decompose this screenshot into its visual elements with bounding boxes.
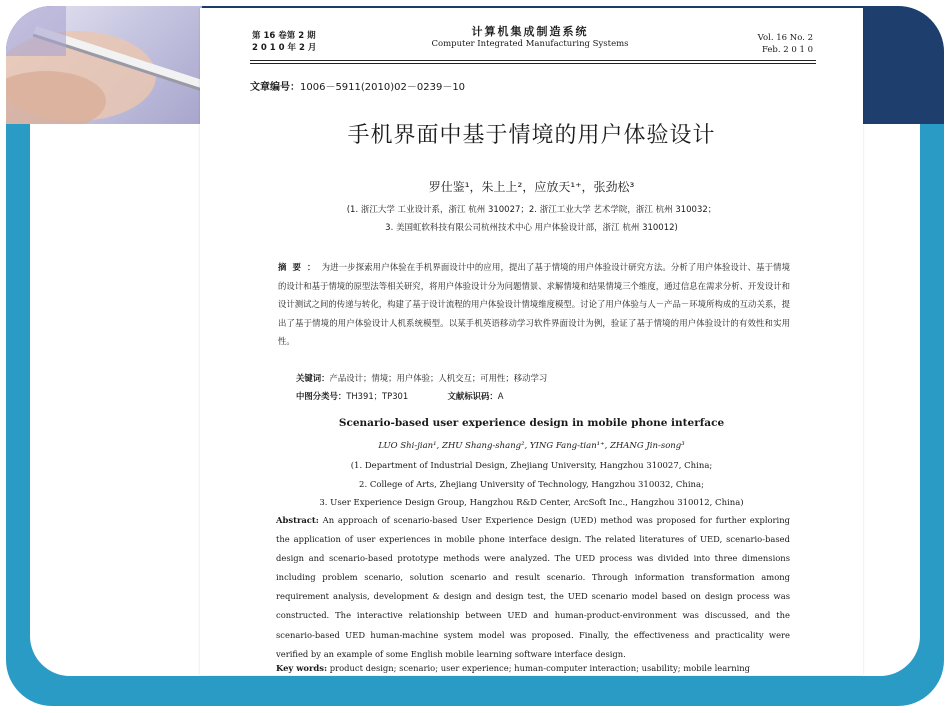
date-cn: 2 0 1 0 年 2 月 [252,43,317,53]
abstract-cn [278,258,790,351]
authors-en: LUO Shi-jian¹, ZHU Shang-shang², YING Fang-tian¹⁺, ZHANG Jin-song³ [378,441,685,451]
abstract-en [276,511,790,664]
keywords-en-text: product design; scenario; user experience; human-computer interaction; usability; mobile learning [329,663,751,673]
journal-name [420,26,640,50]
issue-info-en [758,32,813,56]
affiliation-en-line: 3. User Experience Design Group, Hangzhou R&D Center, ArcSoft Inc., Hangzhou 310012, China) [319,498,744,508]
keywords-cn-label: 关键词： [296,373,330,383]
keywords-cn-text: 产品设计；情境；用户体验；人机交互；可用性；移动学习 [329,373,548,383]
paper-title-en: Scenario-based user experience design in mobile phone interface [338,417,725,429]
journal-name-cn: 计算机集成制造系统 [471,25,589,38]
journal-name-en: Computer Integrated Manufacturing Systems [431,39,629,49]
volume-en: Vol. 16 No. 2 [757,33,813,43]
paper-title-cn: 手机界面中基于情境的用户体验设计 [347,123,716,148]
affiliation-cn-line: 3. 美国虹软科技有限公司杭州技术中心 用户体验设计部，浙江 杭州 310012) [385,223,678,233]
clc-value: TH391；TP301 [346,391,409,401]
keywords-cn [296,372,547,384]
abstract-cn-label: 摘要： [278,262,322,272]
article-number [250,78,465,93]
abstract-en-label: Abstract: [276,515,319,525]
doc-code-label: 文献标识码： [447,391,498,401]
abstract-en-text: An approach of scenario-based User Experience Design (UED) method was proposed for further exploring the application of user experiences in mobile phone interface design. The related literatures of UED, scenario-based design and scenario-based prototype methods were analyzed. The UED process was divided into three dimensions including problem scenario, solution scenario and result scenario. Through information transformation among requirement analysis, development & design and design test, the UED scenario model based on design process was constructed. The interactive relationship between UED and human-product-environment was discussed, and the scenario-based UED human-machine system model was proposed. Finally, the effectiveness and practicality were verified by an example of some English mobile learning software interface design. [276,515,790,659]
affiliation-en-line: (1. Department of Industrial Design, Zhejiang University, Hangzhou 310027, China; [350,461,713,471]
date-en: Feb. 2 0 1 0 [761,45,813,55]
abstract-cn-text: 为进一步探索用户体验在手机界面设计中的应用，提出了基于情境的用户体验设计研究方法。分析了用户体验设计、基于情境的设计和基于情境的原型法等相关研究，将用户体验设计分为问题情景、求解情境和结果情境三个维度，通过信息在需求分析、开发设计和设计测试之间的传递与转化，构建了基于设计流程的用户体验设计情境维度模型。讨论了用户体验与人－产品－环境所构成的互动关系，提出了基于情境的用户体验设计人机系统模型。以某手机英语移动学习软件界面设计为例，验证了基于情境的用户体验设计的有效性和实用性。 [278,262,790,347]
doc-code-value: A [497,391,504,401]
volume-cn: 第 16 卷第 2 期 [252,31,316,41]
keywords-en-label: Key words: [276,663,328,673]
keywords-en [276,663,750,673]
article-number-value: 1006－5911(2010)02－0239－10 [300,82,466,93]
hand-with-pen-photo [6,6,202,124]
header-rule [250,60,816,61]
issue-info-cn [252,30,316,54]
header-rule-thin [250,63,816,64]
paper-page [200,8,863,675]
authors-cn: 罗仕鉴¹，朱上上²，应放天¹⁺，张劲松³ [428,180,635,194]
clc-label: 中图分类号： [296,391,347,401]
affiliation-en-line: 2. College of Arts, Zhejiang University of Technology, Hangzhou 310032, China; [359,480,704,490]
article-number-label: 文章编号： [250,82,300,93]
classification-line [296,390,504,402]
affiliation-cn-line: (1. 浙江大学 工业设计系，浙江 杭州 310027；2. 浙江工业大学 艺术学院，浙江 杭州 310032； [346,205,717,215]
